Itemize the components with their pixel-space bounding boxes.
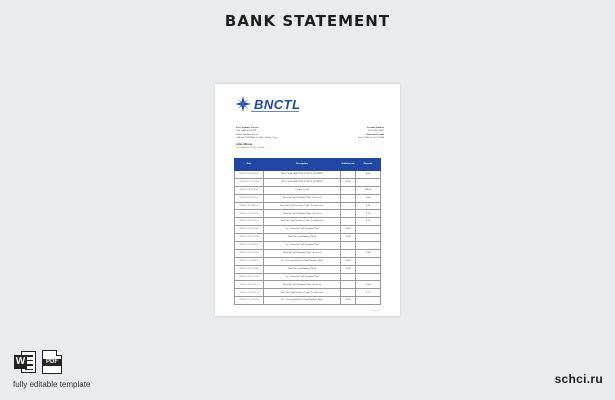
cell-description: Non-Gift Card Purchase Credit - Fee Reversed	[264, 218, 341, 226]
cell-description: Fee - Reversal Non-Gift Card Purchase Debit	[264, 257, 341, 265]
cell-description: Non-Gift Card Purchase Debit - Reversed	[264, 210, 341, 218]
cell-withdrawal	[341, 242, 356, 250]
cell-withdrawal: 10.00	[341, 257, 356, 265]
cell-withdrawal	[341, 186, 356, 194]
cell-deposit: 200.00	[356, 186, 381, 194]
cell-date: 2024-01-18 17:29:03	[235, 265, 264, 273]
table-row	[235, 171, 381, 179]
cell-date: 2024-01-20 14:58:27	[235, 281, 264, 289]
cell-deposit	[356, 297, 381, 305]
cell-withdrawal	[341, 249, 356, 257]
cell-date: 2024-01-07 09:46:30	[235, 171, 264, 179]
cell-withdrawal: 10.00	[341, 226, 356, 234]
cell-withdrawal: 22.00	[341, 265, 356, 273]
table-row	[235, 194, 381, 202]
cell-withdrawal	[341, 194, 356, 202]
cell-withdrawal	[341, 289, 356, 297]
bank-logo	[235, 96, 301, 112]
cell-date: 2024-01-09 08:55:16	[235, 194, 264, 202]
cell-date: 2024-01-14 15:37:48	[235, 234, 264, 242]
cell-date: 2024-01-17 08:44:56	[235, 257, 264, 265]
contact-line: Call 1-800-555-0199	[236, 129, 257, 133]
table-row	[235, 186, 381, 194]
customer-service-block	[236, 126, 277, 139]
account-info-block	[358, 126, 384, 139]
column-header-description: Description	[264, 159, 341, 171]
cell-deposit: 6.40	[356, 202, 381, 210]
table-row	[235, 234, 381, 242]
cell-deposit: 9.10	[356, 210, 381, 218]
column-header-date: Date	[235, 159, 264, 171]
cell-deposit	[356, 257, 381, 265]
cell-deposit	[356, 242, 381, 250]
cell-description: Fee - Non-Gift Card Purchase Debit	[264, 226, 341, 234]
pdf-file-icon	[42, 350, 62, 374]
cell-withdrawal	[341, 218, 356, 226]
pdf-label: PDF	[43, 359, 61, 366]
page-number: Page 1/1	[372, 310, 380, 312]
table-row	[235, 257, 381, 265]
cell-description: Fee - Non-Gift Card Purchase Debit	[264, 242, 341, 250]
cell-date: 2024-01-15 10:06:12	[235, 242, 264, 250]
table-row	[235, 202, 381, 210]
cell-deposit	[356, 178, 381, 186]
cell-description: Non-Gift Card Purchase Debit	[264, 234, 341, 242]
cell-date: 2024-01-12 09:18:33	[235, 218, 264, 226]
cell-date: 2024-01-21 09:33:14	[235, 289, 264, 297]
statement-document	[215, 84, 400, 316]
column-header-withdrawals: Withdrawals	[341, 159, 356, 171]
statement-period: Jan 01 2024 to Jan 31 2024	[357, 135, 384, 139]
cell-date: 2024-01-16 13:52:20	[235, 249, 264, 257]
cell-withdrawal: 22.00	[341, 234, 356, 242]
statement-period-title: Statement Period	[366, 132, 384, 136]
cell-withdrawal	[341, 202, 356, 210]
cell-description: VISA Credit ORIGINAL PAYPAL FUNDING	[264, 171, 341, 179]
cell-deposit: 3.25	[356, 218, 381, 226]
cell-date: 2024-01-13 12:25:09	[235, 226, 264, 234]
word-letter: W	[15, 356, 26, 367]
file-format-icons	[14, 350, 62, 374]
cell-deposit: 15.00	[356, 249, 381, 257]
table-header-row	[235, 159, 381, 171]
customer-service-title: For Customer Service:	[236, 126, 260, 129]
cell-date: 2024-01-08 11:20:05	[235, 186, 264, 194]
cell-deposit	[356, 273, 381, 281]
holder-address: 1234 Main St, Town, Country	[236, 146, 265, 149]
cell-description: Cheque Credit	[264, 186, 341, 194]
cell-deposit: 45.00	[356, 171, 381, 179]
cell-deposit	[356, 234, 381, 242]
table-row	[235, 297, 381, 305]
table-row	[235, 218, 381, 226]
cell-withdrawal	[341, 210, 356, 218]
table-row	[235, 273, 381, 281]
cell-deposit	[356, 265, 381, 273]
cell-description: Non-Gift Card Purchase Debit - Reversed	[264, 281, 341, 289]
contact-line: Email info@bnctl.com	[236, 132, 258, 136]
cell-deposit: 12.00	[356, 194, 381, 202]
cell-withdrawal	[341, 171, 356, 179]
cell-date: 2024-01-19 11:11:41	[235, 273, 264, 281]
column-header-deposits: Deposits	[356, 159, 381, 171]
page-title: BANK STATEMENT	[224, 12, 391, 30]
cell-date: 2024-01-22 16:07:59	[235, 297, 264, 305]
cell-date: 2024-01-10 14:03:27	[235, 202, 264, 210]
bank-logo-text: BNCTL	[254, 96, 301, 112]
table-row	[235, 265, 381, 273]
cell-withdrawal	[341, 281, 356, 289]
cell-withdrawal	[341, 273, 356, 281]
cell-description: Non-Gift Card Purchase Debit - Reversed	[264, 249, 341, 257]
cell-description: Fee - Reversal Non-Gift Card Purchase Debit	[264, 297, 341, 305]
cell-deposit: 15.00	[356, 281, 381, 289]
cell-date: 2024-01-11 16:42:51	[235, 210, 264, 218]
cell-description: VISA Credit ORIGINAL PAYPAL FUNDING	[264, 178, 341, 186]
cell-deposit: 3.25	[356, 289, 381, 297]
template-caption: fully editable template	[13, 380, 91, 389]
cell-withdrawal: 10.00	[341, 297, 356, 305]
cell-deposit	[356, 226, 381, 234]
contact-line: Address 1234 Main St, 0000 - Phone - Fax	[236, 135, 277, 139]
logo-tagline-line	[251, 111, 299, 112]
cell-description: Non-Gift Card Purchase Credit - Fee Reversed	[264, 202, 341, 210]
account-number: 0123-4567-8901	[368, 129, 384, 133]
cell-date: 2024-01-07 10:12:44	[235, 178, 264, 186]
holder-name: John Gibson	[236, 142, 253, 146]
table-row	[235, 281, 381, 289]
table-row	[235, 249, 381, 257]
site-brand: schci.ru	[554, 372, 603, 386]
cell-description: Non-Gift Card Purchase Credit - Fee Reversed	[264, 289, 341, 297]
table-row	[235, 178, 381, 186]
cell-description: Non-Gift Card Purchase Debit - Reversed	[264, 194, 341, 202]
cell-description: Non-Gift Card Purchase Debit	[264, 265, 341, 273]
account-holder	[236, 142, 265, 149]
transactions-body	[235, 171, 381, 305]
account-number-title: Account Number	[366, 126, 384, 129]
table-row	[235, 289, 381, 297]
transactions-table	[234, 158, 381, 305]
cell-withdrawal: 18.00	[341, 178, 356, 186]
table-row	[235, 210, 381, 218]
table-row	[235, 242, 381, 250]
word-file-icon	[14, 350, 36, 374]
cell-description: Fee - Non-Gift Card Purchase Debit	[264, 273, 341, 281]
bank-logo-icon	[235, 96, 251, 112]
table-row	[235, 226, 381, 234]
